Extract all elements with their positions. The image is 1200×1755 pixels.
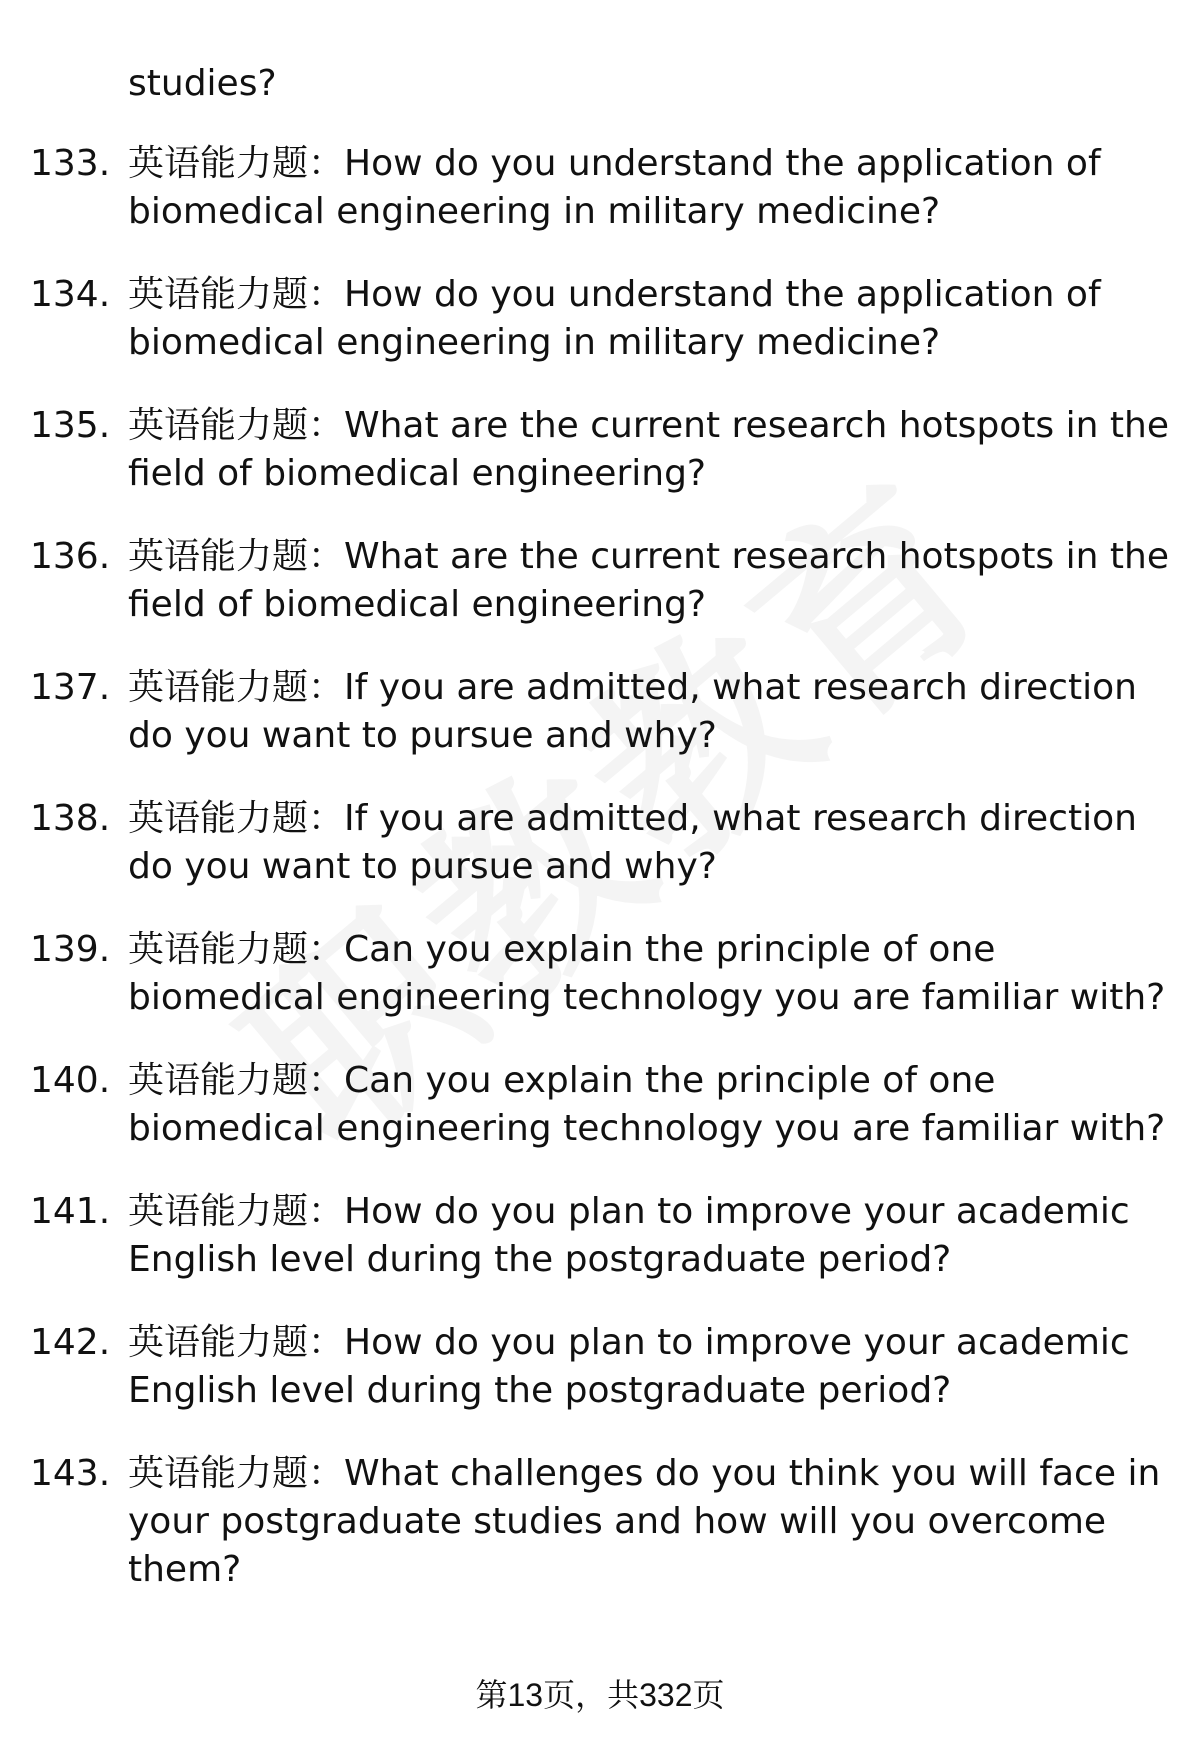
question-category: 英语能力题： [128,405,345,446]
question-item [30,1057,1170,1153]
question-item [30,1188,1170,1284]
question-category: 英语能力题： [128,1191,345,1232]
question-text: How do you plan to improve your academic English level during the postgraduate period? [128,1191,1130,1280]
question-category: 英语能力题： [128,1453,345,1494]
question-text: If you are admitted, what research direction do you want to pursue and why? [128,667,1137,756]
question-number: 136. [30,536,111,577]
question-number: 139. [30,929,111,970]
question-item [30,926,1170,1022]
continued-question-text: studies? [128,63,277,104]
question-item [30,795,1170,891]
question-number: 138. [30,798,111,839]
question-item [30,1450,1170,1594]
question-number: 140. [30,1060,111,1101]
question-category: 英语能力题： [128,536,345,577]
question-text: What are the current research hotspots in the field of biomedical engineering? [128,536,1169,625]
page-number-footer: 第13页，共332页 [475,1677,725,1713]
question-number: 135. [30,405,111,446]
question-text: Can you explain the principle of one biomedical engineering technology you are familiar with? [128,929,1166,1018]
question-text: How do you understand the application of biomedical engineering in military medicine? [128,274,1101,363]
question-text: What are the current research hotspots in the field of biomedical engineering? [128,405,1169,494]
question-number: 142. [30,1322,111,1363]
question-category: 英语能力题： [128,798,345,839]
question-number: 134. [30,274,111,315]
question-item [30,664,1170,760]
question-item [30,533,1170,629]
question-category: 英语能力题： [128,667,345,708]
question-number: 137. [30,667,111,708]
question-number: 133. [30,143,111,184]
question-text: What challenges do you think you will face in your postgraduate studies and how will you overcome them? [128,1453,1161,1590]
question-text: Can you explain the principle of one biomedical engineering technology you are familiar with? [128,1060,1166,1149]
question-list [30,140,1170,1629]
question-category: 英语能力题： [128,929,345,970]
question-category: 英语能力题： [128,274,345,315]
question-item [30,402,1170,498]
question-category: 英语能力题： [128,143,345,184]
question-item [30,140,1170,236]
question-item [30,271,1170,367]
question-text: How do you plan to improve your academic English level during the postgraduate period? [128,1322,1130,1411]
question-number: 141. [30,1191,111,1232]
question-item [30,1319,1170,1415]
question-category: 英语能力题： [128,1322,345,1363]
question-text: If you are admitted, what research direction do you want to pursue and why? [128,798,1137,887]
question-number: 143. [30,1453,111,1494]
question-text: How do you understand the application of biomedical engineering in military medicine? [128,143,1101,232]
question-category: 英语能力题： [128,1060,345,1101]
